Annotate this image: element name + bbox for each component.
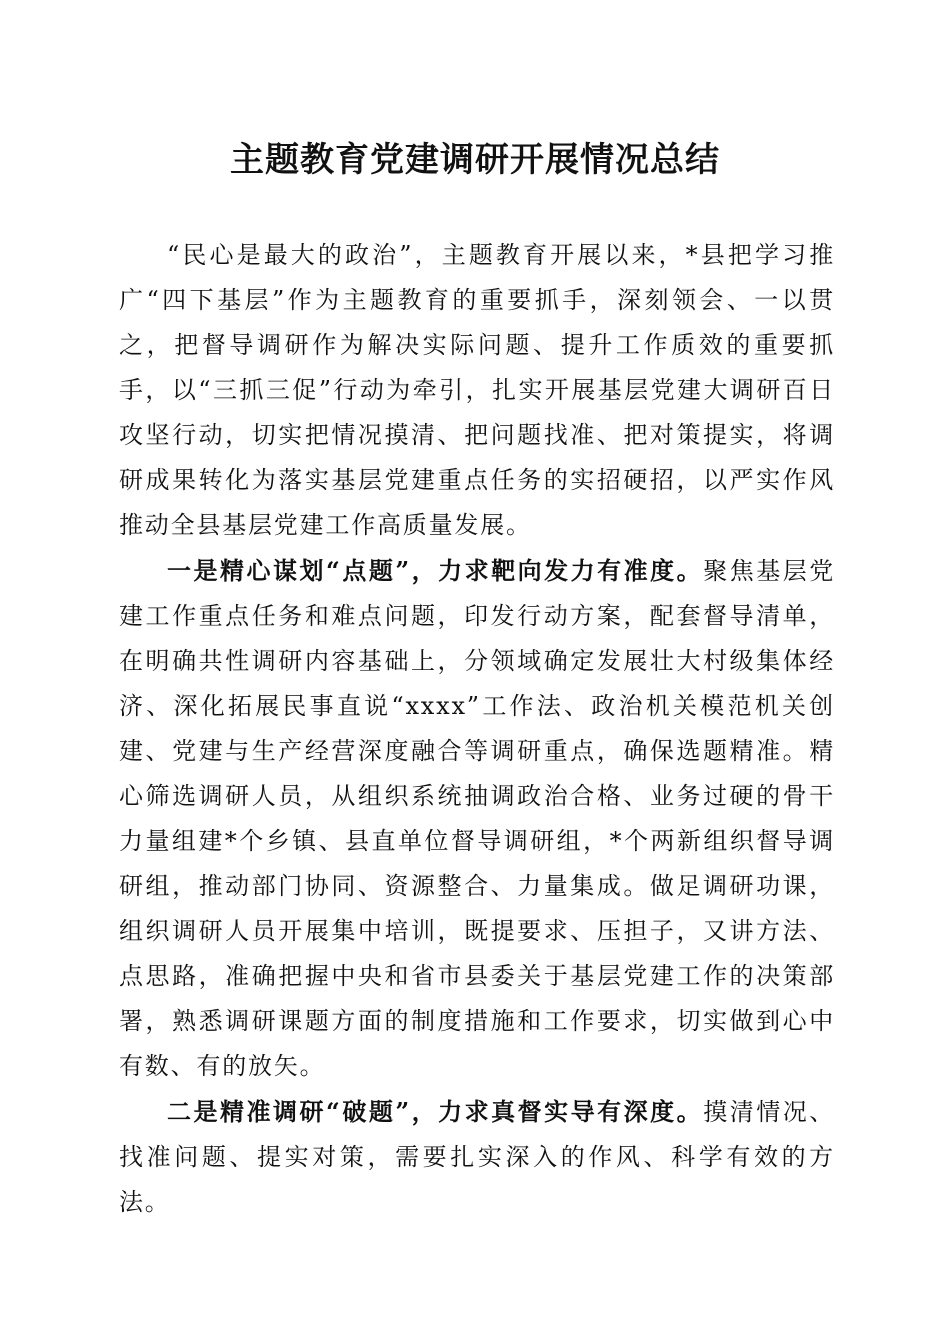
paragraph-point-two-heading: 二是精准调研“破题”，力求真督实导有深度。 <box>167 1097 704 1126</box>
paragraph-point-one <box>119 548 835 1089</box>
paragraph-intro <box>119 233 835 548</box>
paragraph-point-one-text: 聚焦基层党建工作重点任务和难点问题，印发行动方案，配套督导清单，在明确共性调研内容基础上，分领域确定发展壮大村级集体经济、深化拓展民事直说“xxxx”工作法、政治机关模范机关创建、党建与生产经营深度融合等调研重点，确保选题精准。精心筛选调研人员，从组织系统抽调政治合格、业务过硬的骨干力量组建*个乡镇、县直单位督导调研组，*个两新组织督导调研组，推动部门协同、资源整合、力量集成。做足调研功课，组织调研人员开展集中培训，既提要求、压担子，又讲方法、点思路，准确把握中央和省市县委关于基层党建工作的决策部署，熟悉调研课题方面的制度措施和工作要求，切实做到心中有数、有的放矢。 <box>119 557 835 1080</box>
paragraph-point-two-text: 摸清情况、找准问题、提实对策，需要扎实深入的作风、科学有效的方法。 <box>119 1098 835 1216</box>
paragraph-intro-text: “民心是最大的政治”，主题教育开展以来，*县把学习推广“四下基层”作为主题教育的重要抓手，深刻领会、一以贯之，把督导调研作为解决实际问题、提升工作质效的重要抓手，以“三抓三促”行动为牵引，扎实开展基层党建大调研百日攻坚行动，切实把情况摸清、把问题找准、把对策提实，将调研成果转化为落实基层党建重点任务的实招硬招，以严实作风推动全县基层党建工作高质量发展。 <box>119 241 835 539</box>
document-body <box>119 233 835 1225</box>
paragraph-point-two <box>119 1089 835 1225</box>
document-title: 主题教育党建调研开展情况总结 <box>230 140 720 180</box>
paragraph-point-one-heading: 一是精心谋划“点题”，力求靶向发力有准度。 <box>167 556 704 585</box>
